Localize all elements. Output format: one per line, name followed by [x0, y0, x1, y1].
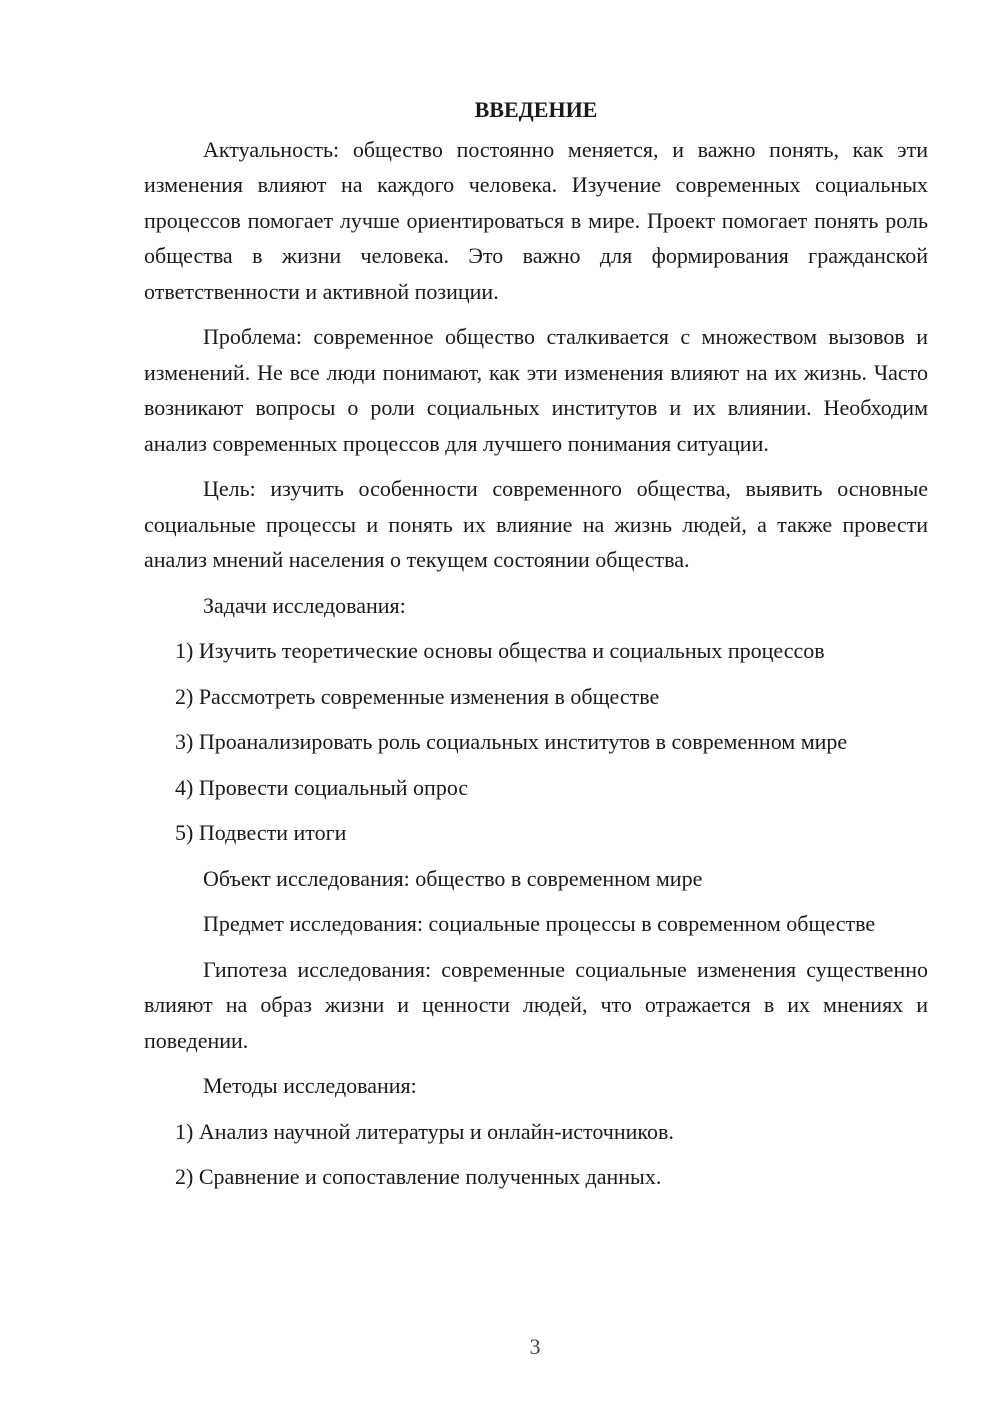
- goal-paragraph: Цель: изучить особенности современного общества, выявить основные социальные процессы и понять их влияние на жизнь людей, а также провести анализ мнений населения о текущем состоянии общества.: [144, 476, 928, 572]
- subject-paragraph: Предмет исследования: социальные процессы в современном обществе: [203, 911, 876, 936]
- hypothesis-paragraph: Гипотеза исследования: современные социальные изменения существенно влияют на образ жизни и ценности людей, что отражается в их мнениях и поведении.: [144, 956, 928, 1053]
- method-item: 1) Анализ научной литературы и онлайн-источников.: [175, 1118, 674, 1144]
- object-line: Объект исследования: общество в современном мире: [203, 865, 703, 891]
- section-title: ВВЕДЕНИЕ: [474, 97, 598, 122]
- methods-heading: Методы исследования:: [203, 1073, 417, 1098]
- problem-paragraph: Проблема: современное общество сталкивается с множеством вызовов и изменений. Не все люди понимают, как эти изменения влияют на их жизнь. Часто возникают вопросы о роли социальных институтов и их влиянии. Необходим анализ современных процессов для лучшего понимания ситуации.: [144, 324, 928, 456]
- task-item: 5) Подвести итоги: [175, 820, 347, 845]
- task-item: 4) Провести социальный опрос: [175, 774, 469, 800]
- relevance-paragraph: Актуальность: общество постоянно меняется, и важно понять, как эти изменения влияют на каждого человека. Изучение современных социальных процессов помогает лучше ориентироваться в мире. Проект помогает понять роль общества в жизни человека. Это важно для формирования гражданской ответственности и активной позиции.: [144, 136, 928, 304]
- document-page: [144, 92, 928, 1205]
- page-number: 3: [529, 1334, 541, 1359]
- task-item: 1) Изучить теоретические основы общества и социальных процессов: [175, 638, 825, 663]
- task-item: 3) Проанализировать роль социальных институтов в современном мире: [175, 729, 848, 754]
- method-item: 2) Сравнение и сопоставление полученных данных.: [175, 1164, 662, 1189]
- tasks-heading: Задачи исследования:: [203, 592, 406, 618]
- task-item: 2) Рассмотреть современные изменения в обществе: [175, 683, 660, 709]
